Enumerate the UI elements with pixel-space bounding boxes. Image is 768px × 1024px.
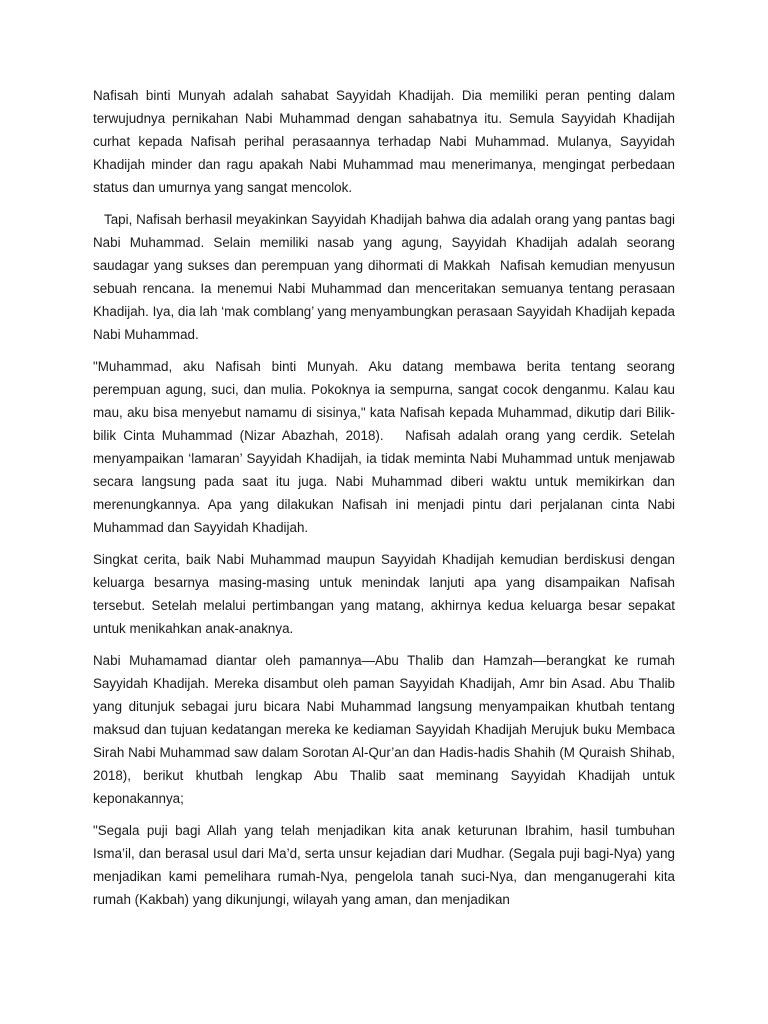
paragraph-3: "Muhammad, aku Nafisah binti Munyah. Aku datang membawa berita tentang seorang perempuan agung, suci, dan mulia. Pokoknya ia sempurna, sangat cocok denganmu. Kalau kau mau, aku bisa menyebut namamu di sisinya," kata Nafisah kepada Muhammad, dikutip dari Bilik-bilik Cinta Muhammad (Nizar Abazhah, 2018). Nafisah adalah orang yang cerdik. Setelah menyampaikan ‘lamaran’ Sayyidah Khadijah, ia tidak meminta Nabi Muhammad untuk menjawab secara langsung pada saat itu juga. Nabi Muhammad diberi waktu untuk memikirkan dan merenungkannya. Apa yang dilakukan Nafisah ini menjadi pintu dari perjalanan cinta Nabi Muhammad dan Sayyidah Khadijah. xyxy=(93,359,679,535)
paragraph-1: Nafisah binti Munyah adalah sahabat Sayyidah Khadijah. Dia memiliki peran penting dalam terwujudnya pernikahan Nabi Muhammad dengan sahabatnya itu. Semula Sayyidah Khadijah curhat kepada Nafisah perihal perasaannya terhadap Nabi Muhammad. Mulanya, Sayyidah Khadijah minder dan ragu apakah Nabi Muhammad mau menerimanya, mengingat perbedaan status dan umurnya yang sangat mencolok. xyxy=(93,88,679,195)
paragraph-6: "Segala puji bagi Allah yang telah menjadikan kita anak keturunan Ibrahim, hasil tumbuhan Isma’il, dan berasal usul dari Ma’d, serta unsur kejadian dari Mudhar. (Segala puji bagi-Nya) yang menjadikan kami pemelihara rumah-Nya, pengelola tanah suci-Nya, dan menganugerahi kita rumah (Kakbah) yang dikunjungi, wilayah yang aman, dan menjadikan xyxy=(93,823,679,907)
document-body xyxy=(93,84,679,920)
paragraph-4: Singkat cerita, baik Nabi Muhammad maupun Sayyidah Khadijah kemudian berdiskusi dengan keluarga besarnya masing-masing untuk menindak lanjuti apa yang disampaikan Nafisah tersebut. Setelah melalui pertimbangan yang matang, akhirnya kedua keluarga besar sepakat untuk menikahkan anak-anaknya. xyxy=(93,552,679,636)
paragraph-5: Nabi Muhamamad diantar oleh pamannya—Abu Thalib dan Hamzah—berangkat ke rumah Sayyidah Khadijah. Mereka disambut oleh paman Sayyidah Khadijah, Amr bin Asad. Abu Thalib yang ditunjuk sebagai juru bicara Nabi Muhammad langsung menyampaikan khutbah tentang maksud dan tujuan kedatangan mereka ke kediaman Sayyidah Khadijah Merujuk buku Membaca Sirah Nabi Muhammad saw dalam Sorotan Al-Qur’an dan Hadis-hadis Shahih (M Quraish Shihab, 2018), berikut khutbah lengkap Abu Thalib saat meminang Sayyidah Khadijah untuk keponakannya; xyxy=(93,653,679,806)
paragraph-2: Tapi, Nafisah berhasil meyakinkan Sayyidah Khadijah bahwa dia adalah orang yang pantas bagi Nabi Muhammad. Selain memiliki nasab yang agung, Sayyidah Khadijah adalah seorang saudagar yang sukses dan perempuan yang dihormati di Makkah Nafisah kemudian menyusun sebuah rencana. Ia menemui Nabi Muhammad dan menceritakan semuanya tentang perasaan Khadijah. Iya, dia lah ‘mak comblang’ yang menyambungkan perasaan Sayyidah Khadijah kepada Nabi Muhammad. xyxy=(93,212,679,342)
